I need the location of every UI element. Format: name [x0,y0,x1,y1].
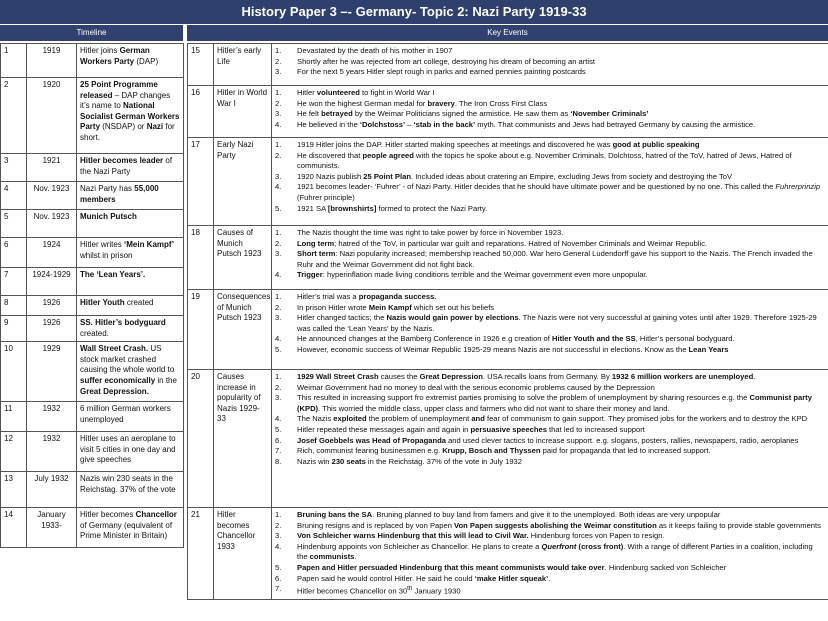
event-point: 1. Bruning bans the SA. Bruning planned to buy land from famers and give it to the unemployed. Both ideas are very unpopular [275,510,721,519]
timeline-row [1,210,184,238]
event-points [272,138,828,226]
event-point: 3. Von Schleicher warns Hindenburg that this will lead to Civil War. Hindenburg forces von Papen to resign. [275,531,665,541]
event-point: 3. This resulted in increasing support fro extremist parties promising to solve the problem of unemployment by sharing resources e.g. the Communist party (KPD). This worried the middle class, upper class and farmers who did not want to share their money and land. [275,393,812,413]
timeline-table [0,43,184,548]
timeline-header: Timeline [0,25,183,41]
timeline-row [1,432,184,472]
event-points [272,86,828,138]
timeline-number: 3 [1,154,27,182]
event-point: 4. The Nazis exploited the problem of unemployment and fear of communism to gain support. They promised jobs for the workers and to destroy the KPD [275,414,808,424]
timeline-text: 25 Point Programme released – DAP changes it’s name to National Socialist German Workers Party (NSDAP) or Nazi for short. [77,78,184,154]
timeline-row [1,154,184,182]
timeline-number: 11 [1,402,27,432]
event-points [272,508,828,600]
timeline-text: Wall Street Crash. US stock market crashed causing the whole world to suffer economically in the Great Depression. [77,342,184,402]
timeline-number: 1 [1,44,27,78]
event-point: 5. 1921 SA [brownshirts] formed to protect the Nazi Party. [275,203,488,213]
timeline-number: 10 [1,342,27,402]
timeline-row [1,182,184,210]
timeline-date: July 1932 [27,472,77,508]
event-point: 1. 1919 Hitler joins the DAP. Hitler started making speeches at meetings and discovered he was good at public speaking [275,140,700,149]
event-point: 4. Trigger: hyperinflation made living conditions terrible and the Weimar government even more unpopular. [275,270,648,280]
event-topic: Hitler in World War I [214,86,272,138]
event-number: 15 [188,44,214,86]
event-point: 7. Rich, communist fearing businessmen e.g. Krupp, Bosch and Thyssen paid for propaganda that led to increased support. [275,446,711,456]
timeline-date: 1920 [27,78,77,154]
event-point: 5. However, economic success of Weimar Republic 1925-29 means Nazis are not successful in elections. Know as the Lean Years [275,344,729,354]
key-events-header: Key Events [187,25,828,41]
timeline-number: 12 [1,432,27,472]
event-number: 18 [188,226,214,290]
timeline-row [1,402,184,432]
page-title: History Paper 3 –- Germany- Topic 2: Nazi Party 1919-33 [0,0,828,24]
timeline-row [1,508,184,548]
timeline-row [1,44,184,78]
event-point: 3. He felt betrayed by the Weimar Politicians signed the armistice. He saw them as ‘November Criminals’ [275,109,649,119]
timeline-number: 13 [1,472,27,508]
event-points [272,370,828,508]
event-topic: Early Nazi Party [214,138,272,226]
event-point: 1. 1929 Wall Street Crash causes the Great Depression. USA recalls loans from Germany. By 1932 6 million workers are unemployed. [275,372,756,381]
event-point: 3. Hitler changed tactics; the Nazis would gain power by elections. The Nazis were not very successful at gaining votes until after 1929. Therefore 1925-29 was called the ‘Lean Years’ by the Nazis. [275,313,817,333]
timeline-row [1,78,184,154]
event-point: 4. He announced changes at the Bamberg Conference in 1926 e.g creation of Hitler Youth and the SS, Hitler’s personal bodyguard. [275,334,735,344]
event-topic: Hitler becomes Chancellor 1933 [214,508,272,600]
timeline-date: 1919 [27,44,77,78]
event-topic: Causes of Munich Putsch 1923 [214,226,272,290]
key-events-table [187,43,828,600]
timeline-text: Hitler Youth created [77,296,184,316]
timeline-number: 6 [1,238,27,268]
event-point: 1. Hitler’s trial was a propaganda success. [275,292,437,301]
event-point: 1. Devastated by the death of his mother in 1907 [275,46,453,55]
event-number: 21 [188,508,214,600]
event-point: 3. Short term: Nazi popularity increased; membership reached 50,000. War hero General Ludendorff gave his support to the Nazis. The French invaded the Ruhr and the Weimar Government did not fight back. [275,249,813,269]
timeline-text: Nazis win 230 seats in the Reichstag. 37% of the vote [77,472,184,508]
event-topic: Causes increase in popularity of Nazis 1929-33 [214,370,272,508]
timeline-number: 8 [1,296,27,316]
event-point: 4. 1921 becomes leader- ‘Fuhrer’ - of Nazi Party. Hitler decides that he should have ultimate power and be questioned by no one. This called the Fuhrerprinzip (Fuhrer principle) [275,182,821,202]
timeline-date: January 1933- [27,508,77,548]
event-point: 2. Bruning resigns and is replaced by von Papen Von Papen suggests abolishing the Weimar constitution as it keeps failing to provide stable governments [275,520,821,530]
timeline-date: Nov. 1923 [27,210,77,238]
timeline-date: 1921 [27,154,77,182]
timeline-date: 1926 [27,296,77,316]
timeline-row [1,316,184,342]
timeline-text: Hitler joins German Workers Party (DAP) [77,44,184,78]
event-row [188,44,828,86]
timeline-row [1,296,184,316]
event-point: 8. Nazis win 230 seats in the Reichstag. 37% of the vote in July 1932 [275,456,523,466]
timeline-row [1,268,184,296]
event-points [272,44,828,86]
event-row [188,290,828,370]
event-row [188,86,828,138]
timeline-date: Nov. 1923 [27,182,77,210]
timeline-text: Hitler uses an aeroplane to visit 5 cities in one day and give speeches [77,432,184,472]
timeline-row [1,238,184,268]
event-point: 2. Weimar Government had no money to deal with the serious economic problems caused by the Depression [275,382,655,392]
event-row [188,226,828,290]
event-points [272,290,828,370]
event-row [188,370,828,508]
timeline-number: 9 [1,316,27,342]
event-number: 20 [188,370,214,508]
timeline-date: 1924-1929 [27,268,77,296]
timeline-date: 1929 [27,342,77,402]
timeline-date: 1932 [27,402,77,432]
event-point: 5. Hitler repeated these messages again and again in persuasive speeches that led to increased support [275,424,645,434]
event-point: 5. Papen and Hitler persuaded Hindenburg that this meant communists would take over. Hindenburg sacked von Schleicher [275,562,727,572]
timeline-number: 14 [1,508,27,548]
timeline-row [1,472,184,508]
event-point: 1. Hitler volunteered to fight in World War I [275,88,435,97]
timeline-date: 1924 [27,238,77,268]
event-row [188,508,828,600]
timeline-text: Hitler writes ‘Mein Kampf’ whilst in prison [77,238,184,268]
event-point: 2. Shortly after he was rejected from art college, destroying his dream of becoming an artist [275,56,595,66]
timeline-text: Nazi Party has 55,000 members [77,182,184,210]
event-point: 3. For the next 5 years Hitler slept rough in parks and earned pennies painting postcards [275,67,586,77]
event-row [188,138,828,226]
timeline-text: Hitler becomes leader of the Nazi Party [77,154,184,182]
event-number: 16 [188,86,214,138]
event-point: 3. 1920 Nazis publish 25 Point Plan. Included ideas about cratering an Empire, excluding Jews from society and destroying the ToV [275,171,733,181]
timeline-number: 4 [1,182,27,210]
timeline-row [1,342,184,402]
timeline-number: 2 [1,78,27,154]
event-point: 4. He believed in the ‘Dolchstoss’ – ‘stab in the back’ myth. That communists and Jews had betrayed Germany by causing the armistice. [275,119,756,129]
timeline-date: 1932 [27,432,77,472]
event-point: 1. The Nazis thought the time was right to take power by force in November 1923. [275,228,564,237]
timeline-text: The ‘Lean Years’. [77,268,184,296]
timeline-number: 5 [1,210,27,238]
timeline-text: 6 million German workers unemployed [77,402,184,432]
event-number: 19 [188,290,214,370]
event-point: 6. Papen said he would control Hitler. He said he could ‘make Hitler squeak’. [275,573,551,583]
event-topic: Hitler’s early Life [214,44,272,86]
event-point: 4. Hindenburg appoints von Schleicher as Chancellor. He plans to create a Querfront (cross front). With a range of different Parties in a coalition, including the communists. [275,541,813,562]
timeline-text: Munich Putsch [77,210,184,238]
event-number: 17 [188,138,214,226]
timeline-text: Hitler becomes Chancellor of Germany (equivalent of Prime Minister in Britain) [77,508,184,548]
event-point: 2. He won the highest German medal for bravery. The Iron Cross First Class [275,98,548,108]
event-topic: Consequences of Munich Putsch 1923 [214,290,272,370]
event-points [272,226,828,290]
event-point: 2. He discovered that people agreed with the topics he spoke about e.g. November Criminals, Dolchtoss, hatred of the ToV, hatred of Jews, Hatred of communists. [275,150,792,171]
timeline-number: 7 [1,268,27,296]
timeline-date: 1926 [27,316,77,342]
timeline-text: SS. Hitler’s bodyguard created. [77,316,184,342]
event-point: 6. Josef Goebbels was Head of Propaganda and used clever tactics to increase support. e.g. slogans, posters, rallies, newspapers, radio, aeroplanes [275,435,799,445]
event-point: 2. In prison Hitler wrote Mein Kampf which set out his beliefs [275,302,495,312]
event-point: 7. Hitler becomes Chancellor on 30th January 1930 [275,584,461,596]
event-point: 2. Long term; hatred of the ToV, in particular war guilt and reparations. Hatred of November Criminals and Weimar Republic. [275,238,708,248]
